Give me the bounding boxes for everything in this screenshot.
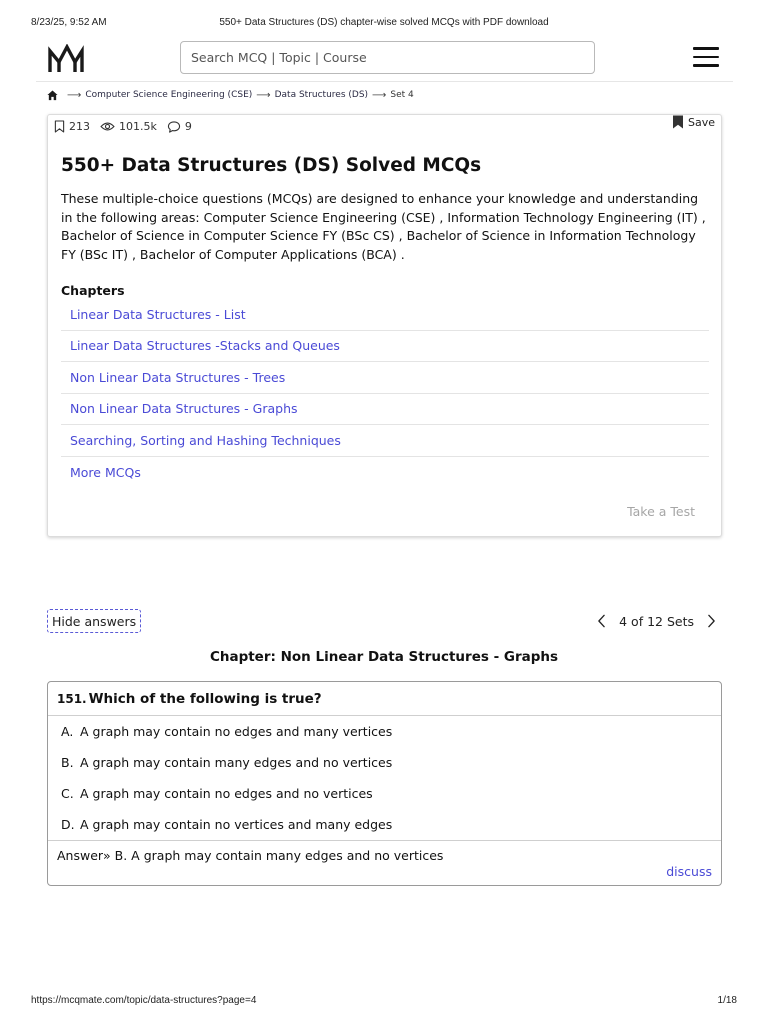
- saves-stat: [54, 120, 90, 133]
- chapter-item: [61, 299, 709, 331]
- option-text: A graph may contain no edges and many vertices: [80, 724, 393, 739]
- comments-stat: [167, 120, 192, 133]
- print-header: [31, 17, 737, 29]
- option-letter: D.: [61, 817, 75, 832]
- chapter-item: [61, 457, 709, 489]
- chapter-link-trees[interactable]: Non Linear Data Structures - Trees: [70, 369, 286, 385]
- hamburger-menu-icon[interactable]: [693, 47, 719, 67]
- comments-count: 9: [184, 120, 192, 133]
- topic-description: These multiple-choice questions (MCQs) are designed to enhance your knowledge and understanding in the following areas: Computer Science Engineering (CSE) , Information Technology Engineering (IT) , Bachelor of Science in Computer Science FY (BSc CS) , Bachelor of Science in Information Technology FY (BSc IT) , Bachelor of Computer Applications (BCA) .: [61, 191, 706, 262]
- answer-text: Answer» B. A graph may contain many edges and no vertices: [57, 848, 444, 863]
- chapter-link-more-mcqs[interactable]: More MCQs: [70, 464, 141, 480]
- chevron-left-icon[interactable]: [597, 614, 606, 628]
- chapter-link-stacks-queues[interactable]: Linear Data Structures -Stacks and Queues: [70, 338, 340, 354]
- breadcrumb: [47, 89, 414, 101]
- option-d[interactable]: [61, 809, 721, 840]
- print-page-number: 1/18: [717, 995, 737, 1006]
- breadcrumb-separator: ⟶: [256, 89, 271, 101]
- option-text: A graph may contain no vertices and many edges: [80, 817, 393, 832]
- comment-icon: [167, 121, 181, 133]
- chapter-item: [61, 425, 709, 457]
- home-icon[interactable]: [47, 90, 58, 101]
- chapter-item: [61, 331, 709, 363]
- question-number: 151.: [57, 691, 87, 706]
- option-b[interactable]: [61, 747, 721, 778]
- eye-icon: [100, 121, 115, 132]
- top-bar: [36, 40, 733, 82]
- question-header: [48, 682, 721, 716]
- print-doc-title: 550+ Data Structures (DS) chapter-wise solved MCQs with PDF download: [219, 17, 549, 28]
- topic-card: [47, 114, 722, 537]
- saves-count: 213: [69, 120, 90, 133]
- breadcrumb-current: Set 4: [390, 90, 414, 100]
- discuss-link[interactable]: discuss: [666, 864, 712, 879]
- chapter-link-searching-sorting[interactable]: Searching, Sorting and Hashing Techniques: [70, 432, 341, 448]
- chapter-heading: Chapter: Non Linear Data Structures - Graphs: [209, 649, 559, 665]
- answer-row: [48, 840, 721, 870]
- topic-stats: [54, 120, 202, 133]
- views-stat: [100, 120, 157, 133]
- question-card: [47, 681, 722, 886]
- print-footer: [31, 995, 737, 1007]
- save-button[interactable]: [672, 115, 715, 129]
- pager-text: 4 of 12 Sets: [619, 613, 694, 629]
- save-label: Save: [687, 115, 715, 129]
- bookmark-outline-icon: [54, 120, 65, 133]
- option-text: A graph may contain many edges and no vertices: [80, 755, 393, 770]
- chapter-item: [61, 362, 709, 394]
- set-pager: [597, 612, 716, 630]
- option-letter: B.: [61, 755, 74, 770]
- print-datetime: 8/23/25, 9:52 AM: [31, 17, 107, 28]
- breadcrumb-link-cse[interactable]: Computer Science Engineering (CSE): [85, 90, 253, 100]
- option-text: A graph may contain no edges and no vertices: [80, 786, 373, 801]
- mcqmate-logo-icon[interactable]: [48, 44, 84, 72]
- breadcrumb-separator: ⟶: [67, 89, 82, 101]
- bookmark-filled-icon: [672, 115, 684, 129]
- chevron-right-icon[interactable]: [707, 614, 716, 628]
- option-a[interactable]: [61, 716, 721, 747]
- search-input[interactable]: [180, 41, 595, 74]
- views-count: 101.5k: [119, 120, 157, 133]
- option-c[interactable]: [61, 778, 721, 809]
- option-list: [48, 716, 721, 840]
- option-letter: C.: [61, 786, 74, 801]
- page-title: 550+ Data Structures (DS) Solved MCQs: [61, 155, 482, 176]
- breadcrumb-separator: ⟶: [372, 89, 387, 101]
- chapter-link-list[interactable]: Linear Data Structures - List: [70, 306, 246, 322]
- question-text: Which of the following is true?: [88, 690, 322, 707]
- chapter-item: [61, 394, 709, 426]
- chapter-list: [61, 299, 709, 488]
- hide-answers-button[interactable]: Hide answers: [47, 609, 141, 633]
- take-test-button[interactable]: Take a Test: [627, 504, 695, 519]
- breadcrumb-link-ds[interactable]: Data Structures (DS): [274, 90, 369, 100]
- option-letter: A.: [61, 724, 74, 739]
- print-url: https://mcqmate.com/topic/data-structures?page=4: [31, 995, 257, 1006]
- chapter-link-graphs[interactable]: Non Linear Data Structures - Graphs: [70, 401, 298, 417]
- chapters-label: Chapters: [61, 283, 125, 298]
